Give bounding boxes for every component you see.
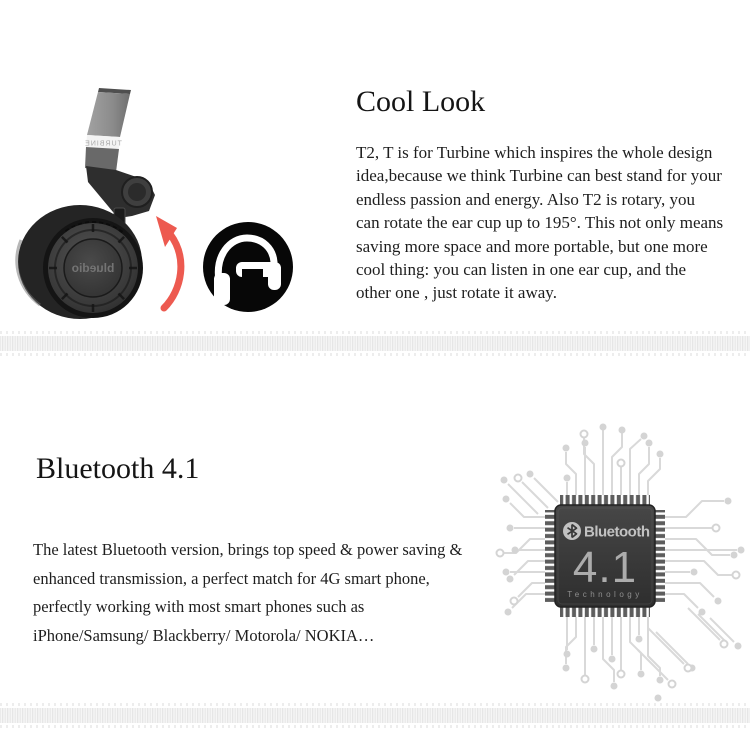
paragraph-line: other one , just rotate it away. [356,283,557,303]
paragraph-line: endless passion and energy. Also T2 is rotary, you [356,189,696,209]
paragraph-line: iPhone/Samsung/ Blackberry/ Motorola/ NOKIA… [33,625,375,645]
band-label-text: TURBINE [84,140,122,148]
bluetooth-logo-icon [563,522,581,540]
bluetooth-chip-illustration [488,418,750,710]
paragraph-line: perfectly working with most smart phones such as [33,597,365,616]
section-divider [0,336,750,351]
paragraph-line: cool thing: you can listen in one ear cup, and the [356,260,686,280]
section-divider [0,708,750,723]
ear-cup [17,205,143,319]
headphone-product-photo [8,82,158,326]
paragraph-line: saving more space and more portable, but one more [356,236,708,256]
paragraph-line: idea,because we think Turbine can best stand for your [356,166,722,186]
cool-look-title: Cool Look [356,85,486,118]
chip-subtext: Technology [567,590,643,599]
paragraph-line: can rotate the ear cup up to 195°. This not only means [356,213,724,233]
cool-look-paragraph [356,141,723,305]
paragraph-line: enhanced transmission, a perfect match for 4G smart phone, [33,568,430,588]
headset-rotate-icon [202,221,294,313]
headband [84,88,131,172]
bluetooth-title: Bluetooth 4.1 [36,452,200,485]
bluetooth-paragraph [33,536,462,650]
chip-version-text: 4.1 [572,543,638,592]
rotation-arrow-icon [140,208,196,314]
earcup-brand-text: bluedio [71,261,115,275]
paragraph-line: The latest Bluetooth version, brings top speed & power saving & [33,540,463,559]
chip-logo-text: Bluetooth [584,523,650,541]
paragraph-line: T2, T is for Turbine which inspires the whole design [356,143,713,162]
